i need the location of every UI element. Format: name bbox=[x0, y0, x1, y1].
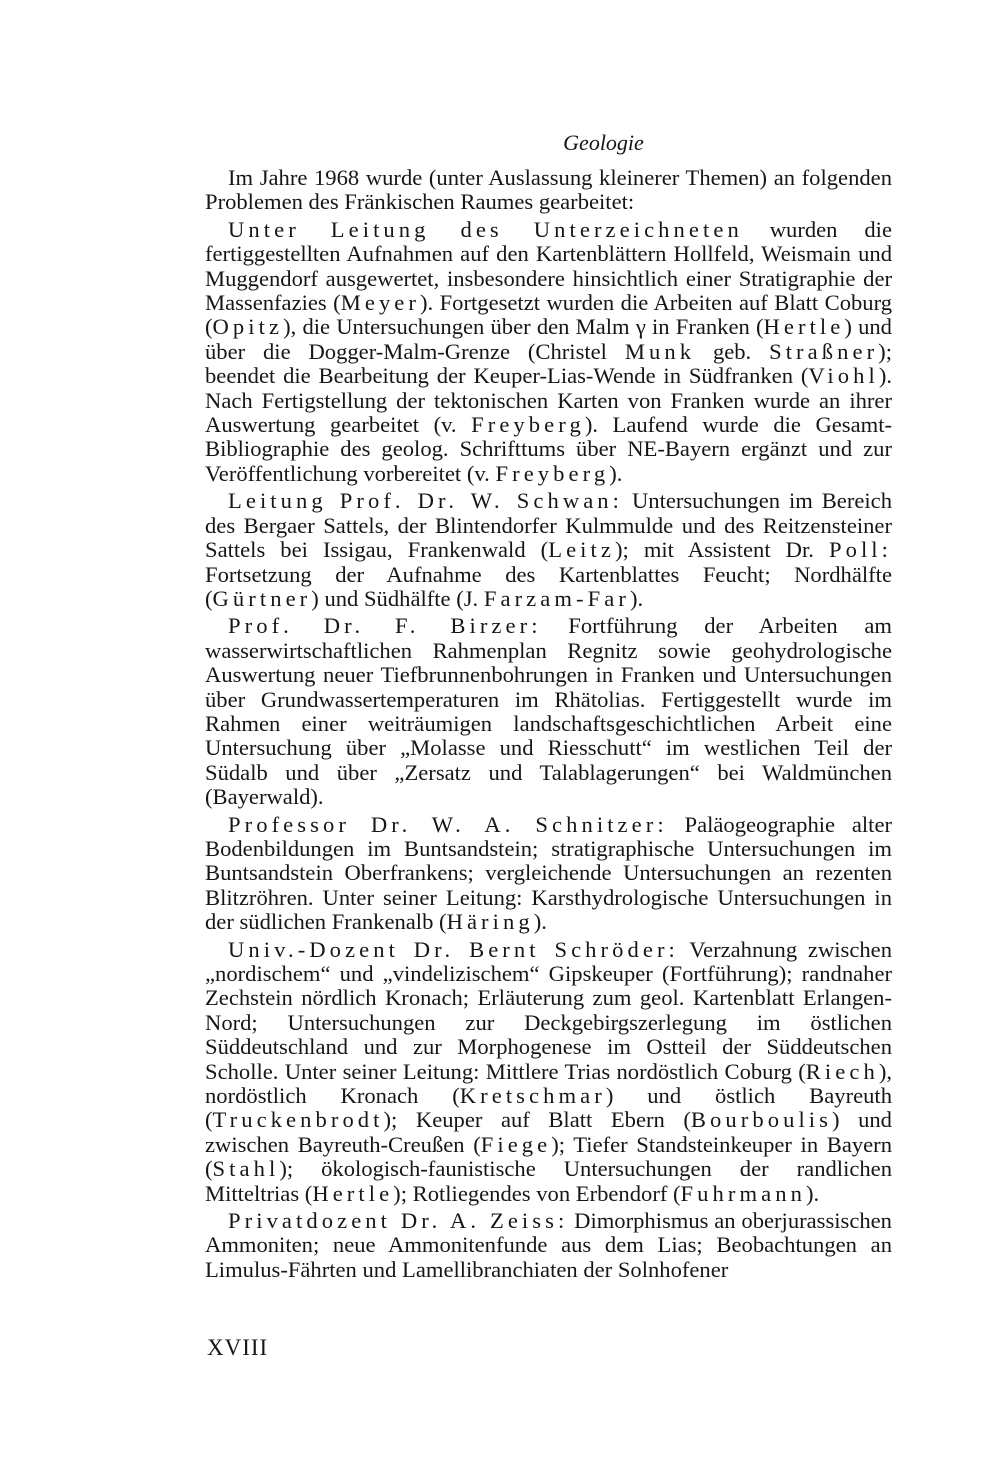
paragraph-text: Verzahnung zwischen „nordischem“ und „vindelizischem“ Gipskeuper (Fortführung); randnaher Zechstein nördlich Kronach; Erläuterung zum geol. Kartenblatt Erlangen-Nord; Untersuchungen zur Deckgebirgszerlegung im östlichen Süddeutschland und zur Morphogenese im Ostteil der Süddeutschen Scholle. Unter seiner Leitung: Mittlere Trias nordöstlich Coburg ( bbox=[205, 936, 892, 1084]
spaced-name-text: Farzam-Far bbox=[483, 585, 630, 611]
paragraph-text: ). bbox=[533, 909, 547, 935]
paragraph bbox=[205, 1209, 892, 1282]
page-number: XVIII bbox=[207, 1335, 269, 1360]
spaced-name-text: Truckenbrodt bbox=[212, 1107, 384, 1133]
paragraph-text: ), die Untersuchungen über den Malm γ in Franken ( bbox=[283, 314, 764, 340]
paragraph-text: ). Nach Fertigstellung der tektonischen Karten von Franken wurde an ihrer Auswertung gearbeitet (v. bbox=[205, 363, 892, 438]
spaced-name-text: Leitz bbox=[548, 537, 615, 563]
paragraph-text: Untersuchungen im Bereich des Bergaer Sattels, der Blintendorfer Kulmmulde und des Reitzensteiner Sattels bei Issigau, Frankenwald ( bbox=[205, 488, 892, 563]
spaced-name-text: Riech bbox=[805, 1058, 879, 1084]
spaced-name-text: Unter Leitung des Unterzeichneten bbox=[228, 216, 743, 242]
section-heading: Geologie bbox=[563, 130, 644, 155]
paragraph-text: Im Jahre 1968 wurde (unter Auslassung kleinerer Themen) an folgenden Problemen des Fränkischen Raumes gearbeitet: bbox=[205, 165, 892, 215]
spaced-name-text: Straßner bbox=[769, 338, 879, 364]
spaced-name-text: Kretschmar bbox=[459, 1083, 606, 1109]
spaced-name-text: Freyberg bbox=[495, 460, 610, 486]
paragraph-text: ), nordöstlich Kronach ( bbox=[205, 1058, 892, 1109]
paragraph-text: ); Tiefer Standsteinkeuper in Bayern ( bbox=[205, 1131, 892, 1182]
paragraph-text: ) und östlich Bayreuth ( bbox=[205, 1083, 892, 1133]
paragraph-text: Paläogeographie alter Bodenbildungen im Buntsandstein; stratigraphische Untersuchungen im Buntsandstein Oberfrankens; vergleichende Untersuchungen an rezenten Blitzröhren. Unter seiner Leitung: Karsthydrologische Untersuchungen in der südlichen Frankenalb ( bbox=[205, 811, 893, 935]
paragraph-text: ). bbox=[609, 460, 623, 486]
paragraph-text: ). Laufend wurde die Gesamt-Bibliographie des geolog. Schrifttums über NE-Bayern ergänzt und zur Veröffentlichung vorbereitet (v. bbox=[205, 412, 892, 486]
spaced-name-text: Prof. Dr. F. Birzer: bbox=[228, 613, 542, 639]
paragraph-text: ). Fortgesetzt wurden die Arbeiten auf Blatt Coburg ( bbox=[205, 290, 892, 340]
spaced-name-text: Munk bbox=[624, 338, 696, 364]
spaced-name-text: Hertle bbox=[312, 1180, 394, 1206]
paragraph-text: ). bbox=[805, 1180, 820, 1206]
paragraph-text: Fortführung der Arbeiten am wasserwirtschaftlichen Rahmenplan Regnitz sowie geohydrologische Auswertung neuer Tiefbrunnenbohrungen in Franken und Untersuchungen über Grundwassertemperaturen im Rhätolias. Fertiggestellt wurde im Rahmen einer weiträumigen landschaftsgeschichtlichen Arbeit eine Untersuchung über „Molasse und Riesschutt“ im westlichen Teil der Südalb und über „Zersatz und Talablagerungen“ bei Waldmünchen (Bayerwald). bbox=[205, 613, 892, 810]
paragraph bbox=[205, 489, 892, 611]
paragraph-text: ); Rotliegendes von Erbendorf ( bbox=[393, 1180, 681, 1206]
spaced-name-text: Privatdozent Dr. A. Zeiss: bbox=[228, 1208, 569, 1234]
spaced-name-text: Opitz bbox=[212, 314, 284, 340]
paragraph-container bbox=[205, 166, 892, 1282]
spaced-name-text: Freyberg bbox=[471, 412, 585, 438]
paragraph bbox=[205, 813, 892, 935]
paragraph bbox=[205, 938, 892, 1206]
spaced-name-text: Meyer bbox=[340, 290, 420, 316]
page-body bbox=[205, 130, 892, 1285]
paragraph-text: ); Keuper auf Blatt Ebern ( bbox=[383, 1107, 691, 1133]
paragraph-text: ). bbox=[629, 585, 644, 611]
spaced-name-text: Fuhrmann bbox=[680, 1180, 806, 1206]
paragraph-text: Dimorphismus an oberjurassischen Ammoniten; neue Ammonitenfunde aus dem Lias; Beobachtungen an Limulus-Fährten und Lamellibranchiaten der Solnhofener bbox=[205, 1208, 892, 1282]
paragraph-text: ); beendet die Bearbeitung der Keuper-Lias-Wende in Südfranken ( bbox=[205, 338, 892, 389]
spaced-name-text: Professor Dr. W. A. Schnitzer: bbox=[228, 811, 668, 837]
spaced-name-text: Univ.-Dozent Dr. Bernt Schröder: bbox=[228, 936, 679, 962]
spaced-name-text: Poll: bbox=[828, 537, 892, 563]
paragraph-text: ); mit Assistent Dr. bbox=[614, 537, 829, 563]
spaced-name-text: Fiege bbox=[480, 1131, 552, 1157]
paragraph-text: ) und über die Dogger-Malm-Grenze (Christel bbox=[205, 314, 892, 364]
spaced-name-text: Häring bbox=[446, 909, 534, 935]
paragraph bbox=[205, 218, 892, 486]
paragraph-text: Fortsetzung der Aufnahme des Kartenblattes Feucht; Nordhälfte ( bbox=[205, 561, 892, 611]
spaced-name-text: Stahl bbox=[212, 1156, 280, 1182]
spaced-name-text: Leitung Prof. Dr. W. Schwan: bbox=[228, 488, 624, 514]
spaced-name-text: Hertle bbox=[763, 314, 845, 340]
spaced-name-text: Bourboulis bbox=[690, 1107, 832, 1133]
paragraph-text: ); ökologisch-faunistische Untersuchungen der randlichen Mitteltrias ( bbox=[205, 1156, 892, 1206]
paragraph bbox=[205, 166, 892, 215]
paragraph-text: ) und Südhälfte (J. bbox=[311, 585, 484, 611]
spaced-name-text: Viohl bbox=[808, 363, 879, 389]
paragraph bbox=[205, 614, 892, 809]
spaced-name-text: Gürtner bbox=[212, 585, 312, 611]
paragraph-text: geb. bbox=[695, 338, 770, 364]
paragraph-text: ) und zwischen Bayreuth-Creußen ( bbox=[205, 1107, 892, 1157]
paragraph-text: wurden die fertiggestellten Aufnahmen auf den Kartenblättern Hollfeld, Weismain und Muggendorf ausgewertet, insbesondere hinsichtlich einer Stratigraphie der Massenfazies ( bbox=[205, 216, 892, 316]
